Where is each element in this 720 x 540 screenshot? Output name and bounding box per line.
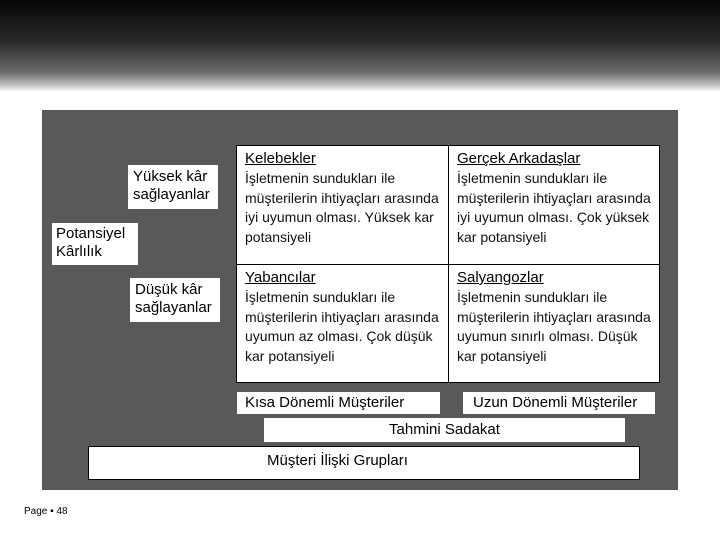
- estimated-loyalty-label: Tahmini Sadakat: [264, 418, 625, 442]
- long-term-customers-label: Uzun Dönemli Müşteriler: [463, 392, 655, 414]
- customer-matrix: [236, 145, 660, 383]
- quadrant-butterflies: [237, 146, 448, 264]
- quadrant-barnacles: [449, 265, 660, 383]
- customer-relationship-groups-label: Müşteri İlişki Grupları: [88, 446, 640, 480]
- quadrant-description: İşletmenin sundukları ile müşterilerin ihtiyaçları arasında iyi uyumun olması. Yüksek kar potansiyeli: [245, 170, 439, 245]
- quadrant-title: Salyangozlar: [457, 269, 544, 286]
- potential-profitability-label: Potansiyel Kârlılık: [52, 223, 138, 265]
- quadrant-title: Gerçek Arkadaşlar: [457, 150, 581, 167]
- quadrant-strangers: [237, 265, 448, 383]
- high-profit-label: Yüksek kâr sağlayanlar: [128, 165, 218, 209]
- quadrant-description: İşletmenin sundukları ile müşterilerin ihtiyaçları arasında iyi uyumun olması. Çok yüksek kar potansiyeli: [457, 170, 651, 245]
- quadrant-title: Kelebekler: [245, 150, 316, 167]
- quadrant-description: İşletmenin sundukları ile müşterilerin ihtiyaçları arasında uyumun az olması. Çok düşük kar potansiyeli: [245, 289, 439, 364]
- quadrant-description: İşletmenin sundukları ile müşterilerin ihtiyaçları arasında uyumun sınırlı olması. Düşük kar potansiyeli: [457, 289, 651, 364]
- quadrant-title: Yabancılar: [245, 269, 316, 286]
- header-gradient-bar: [0, 0, 720, 92]
- quadrant-true-friends: [449, 146, 660, 264]
- page-number: Page ▪ 48: [24, 506, 68, 517]
- low-profit-label: Düşük kâr sağlayanlar: [130, 278, 220, 322]
- short-term-customers-label: Kısa Dönemli Müşteriler: [237, 392, 440, 414]
